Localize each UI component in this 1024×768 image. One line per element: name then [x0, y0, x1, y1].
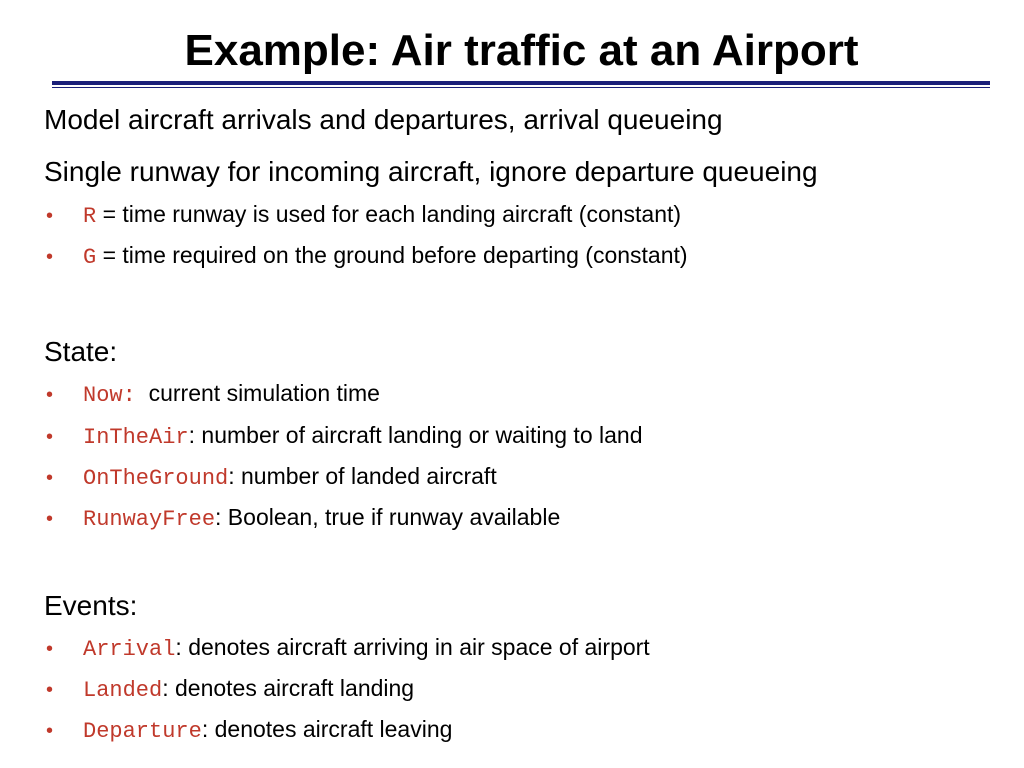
state-code: InTheAir	[83, 425, 189, 450]
title-divider-thick	[52, 81, 990, 85]
param-code: R	[83, 204, 97, 229]
event-code: Departure	[83, 719, 202, 744]
intro-line-1: Model aircraft arrivals and departures, arrival queueing	[44, 104, 723, 135]
param-item-r	[46, 199, 681, 232]
state-text: current simulation time	[135, 380, 380, 406]
event-code: Landed	[83, 678, 163, 703]
slide-title: Example: Air traffic at an Airport	[184, 26, 859, 75]
state-item-ontheground	[46, 461, 497, 494]
state-code: RunwayFree	[83, 507, 216, 532]
state-text: : Boolean, true if runway available	[215, 504, 561, 530]
param-item-g	[46, 240, 688, 273]
bullet-icon: •	[46, 205, 54, 227]
state-text: : number of aircraft landing or waiting to land	[188, 422, 643, 448]
event-text: : denotes aircraft landing	[162, 675, 415, 701]
param-text: = time required on the ground before departing (constant)	[96, 242, 688, 268]
intro-line-2: Single runway for incoming aircraft, ignore departure queueing	[44, 156, 818, 187]
state-item-runwayfree	[46, 502, 560, 535]
bullet-icon: •	[46, 508, 54, 530]
event-text: : denotes aircraft arriving in air space of airport	[175, 634, 650, 660]
bullet-icon: •	[46, 426, 54, 448]
state-text: : number of landed aircraft	[228, 463, 497, 489]
state-code: Now:	[83, 383, 136, 408]
event-item-arrival	[46, 632, 650, 665]
event-text: : denotes aircraft leaving	[201, 716, 453, 742]
events-heading: Events:	[44, 590, 138, 621]
param-text: = time runway is used for each landing aircraft (constant)	[96, 201, 682, 227]
event-code: Arrival	[83, 637, 176, 662]
state-item-intheair	[46, 420, 642, 453]
bullet-icon: •	[46, 467, 54, 489]
state-item-now	[46, 378, 380, 411]
bullet-icon: •	[46, 384, 54, 406]
bullet-icon: •	[46, 246, 54, 268]
title-divider-thin	[52, 87, 990, 88]
event-item-departure	[46, 714, 452, 747]
state-heading: State:	[44, 336, 118, 367]
state-code: OnTheGround	[83, 466, 229, 491]
event-item-landed	[46, 673, 414, 706]
bullet-icon: •	[46, 679, 54, 701]
bullet-icon: •	[46, 638, 54, 660]
bullet-icon: •	[46, 720, 54, 742]
param-code: G	[83, 245, 97, 270]
